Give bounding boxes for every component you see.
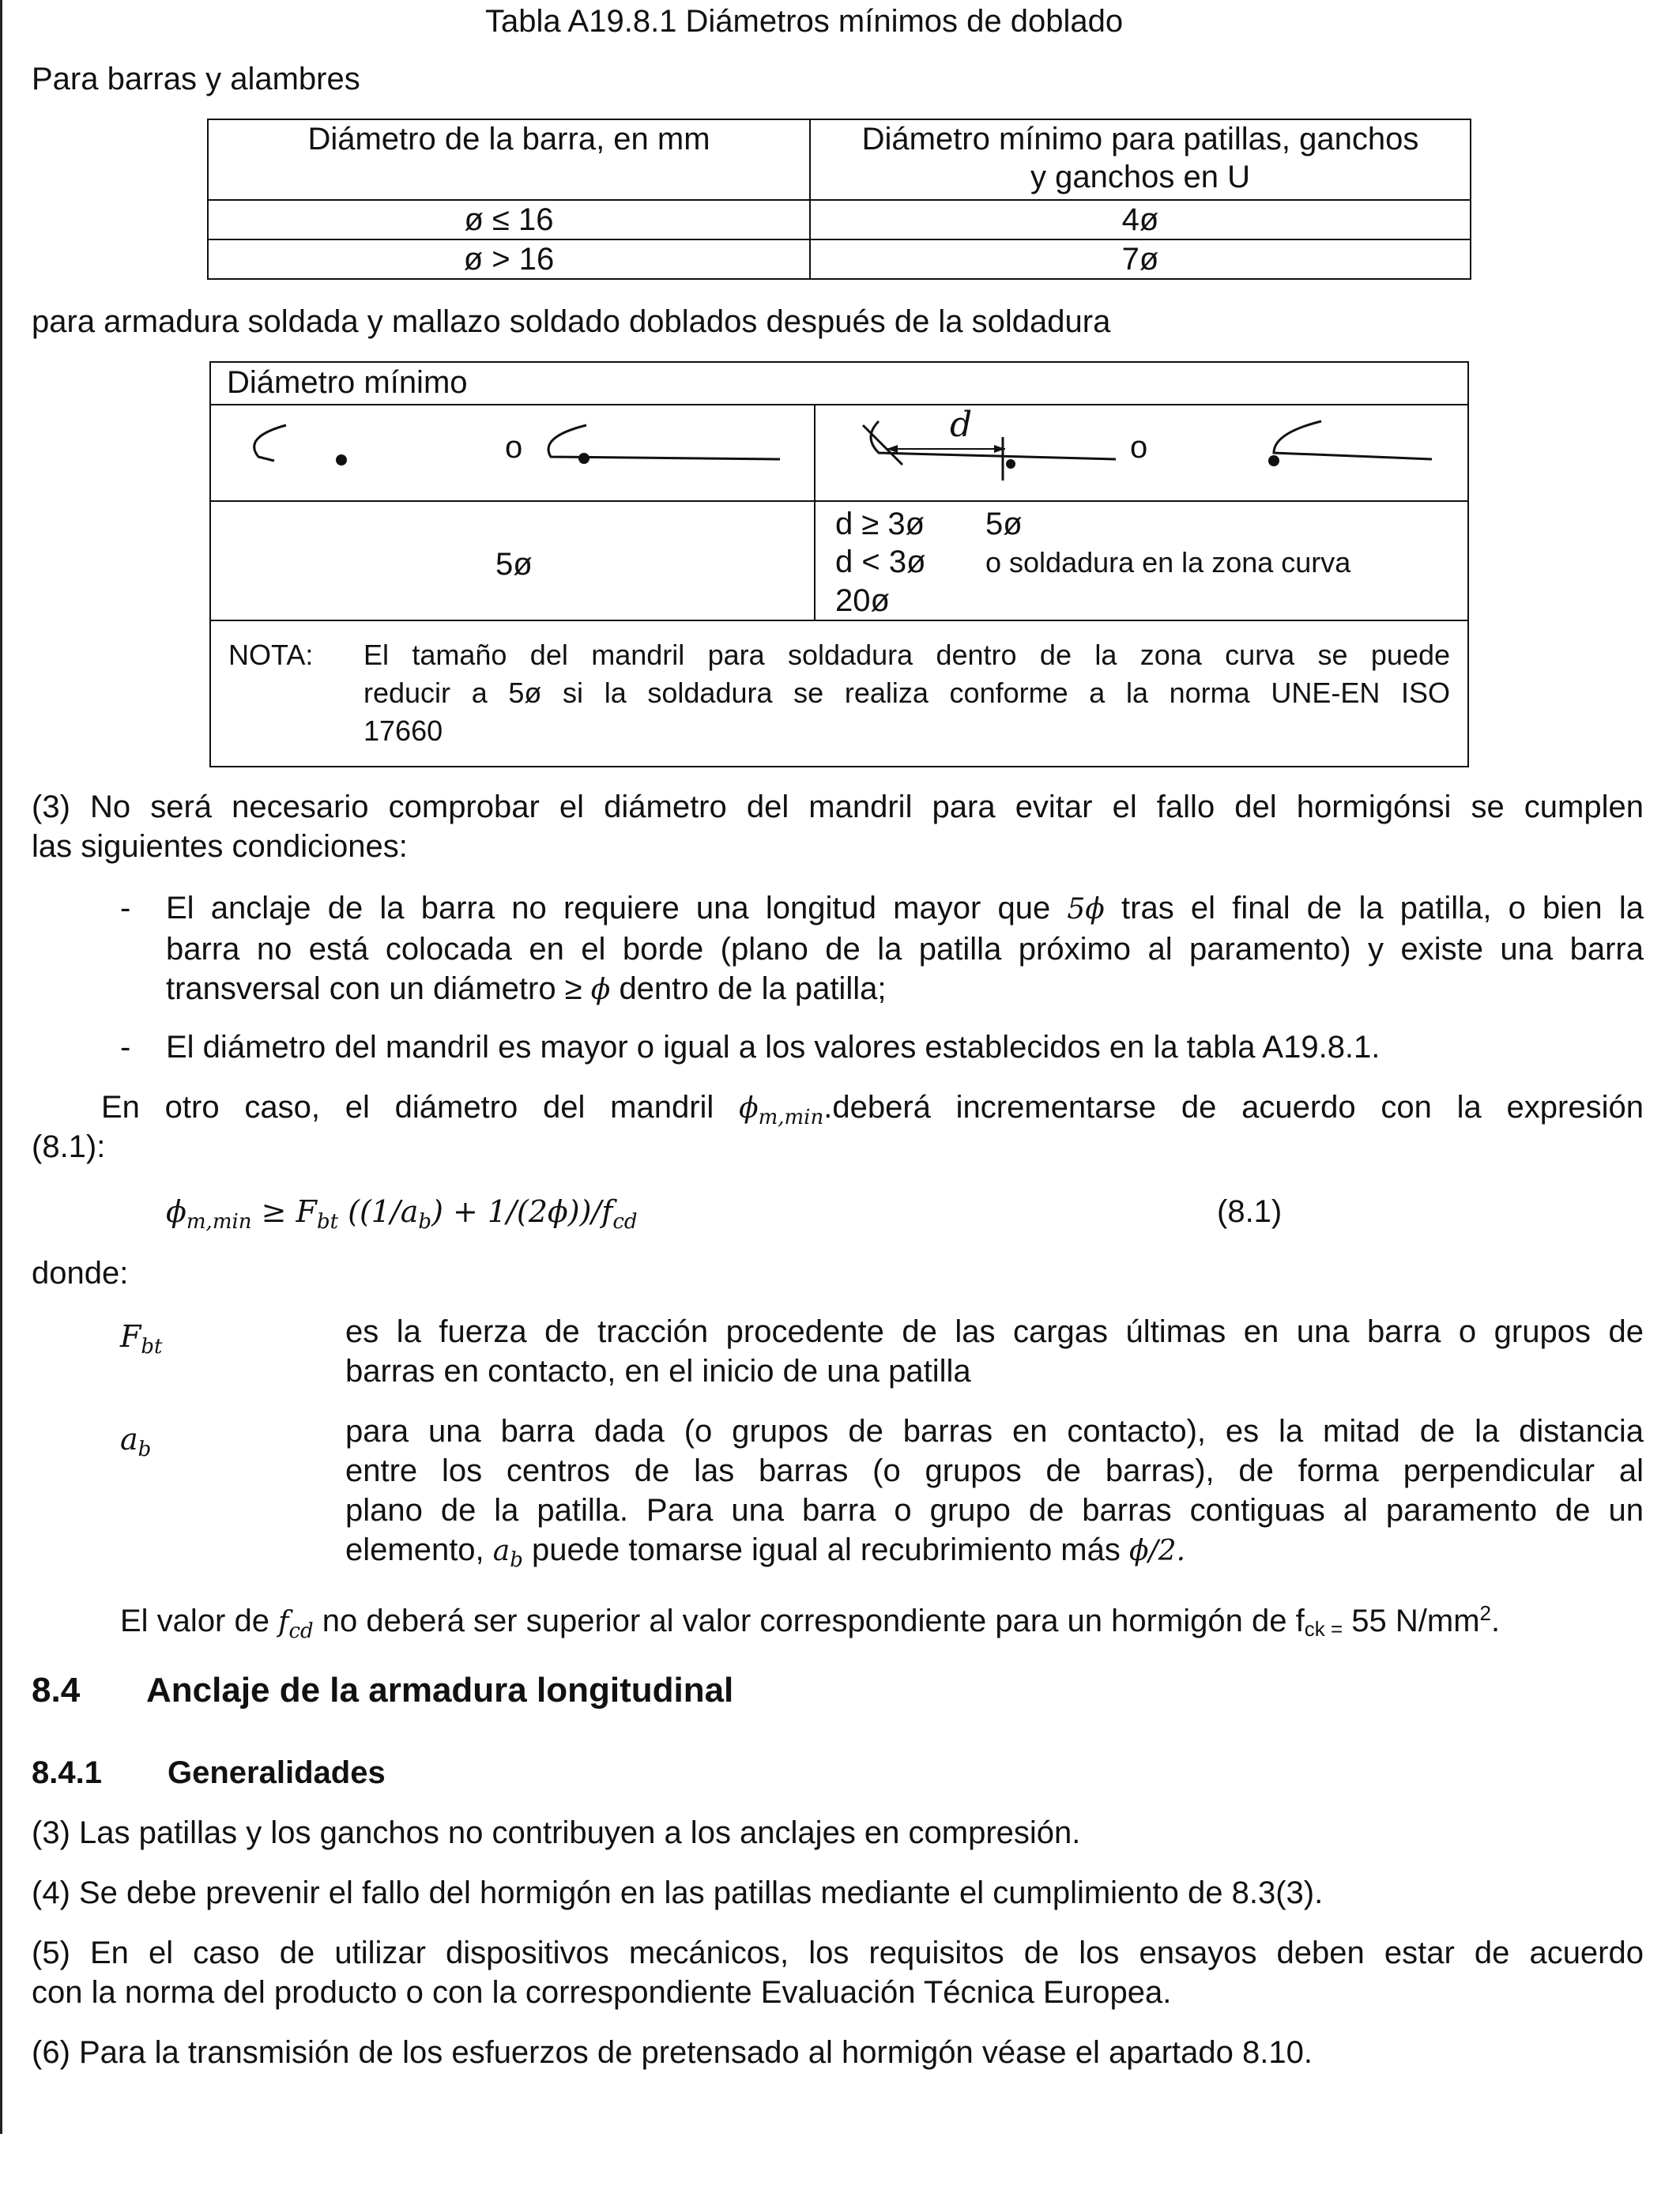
subscript: m,min — [758, 1106, 824, 1129]
table-header-cell: Diámetro de la barra, en mm — [208, 119, 810, 200]
bullet-dash: - — [120, 891, 131, 925]
symbol: a — [120, 1422, 138, 1457]
d-label: d — [950, 405, 973, 445]
subheading-title: Generalidades — [168, 1755, 386, 1790]
symbol: ((1/a — [348, 1194, 419, 1229]
text: transversal con un diámetro ≥ — [166, 971, 582, 1006]
bullet-item: El diámetro del mandril es mayor o igual a los valores establecidos en la tabla A19.8.1. — [166, 1030, 1381, 1065]
weld-dot — [1268, 455, 1279, 466]
value: 5ø — [985, 507, 1023, 541]
or-text: o — [1130, 430, 1148, 465]
left-value: 5ø — [495, 547, 533, 582]
symbol: ) + 1/(2ϕ))/f — [431, 1194, 613, 1229]
table-header-row — [208, 119, 1471, 200]
table-cell: ø ≤ 16 — [208, 200, 810, 239]
subscript: bt — [141, 1335, 163, 1359]
text-line: las siguientes condiciones: — [32, 829, 408, 864]
list-item — [32, 1933, 1644, 2012]
paragraph-3 — [32, 787, 1644, 866]
or-text: o — [505, 430, 523, 465]
header-line: y ganchos en U — [1030, 160, 1250, 194]
section-label-bars: Para barras y alambres — [32, 62, 360, 96]
crossing-bar — [863, 425, 902, 465]
list-item: (4) Se debe prevenir el fallo del hormigón en las patillas mediante el cumplimiento de 8.3(3). — [32, 1875, 1324, 1910]
text: . — [1491, 1604, 1501, 1638]
condition-row — [835, 543, 1350, 582]
text-line: (3) No será necesario comprobar el diámetro del mandril para evitar el fallo del hormigónsi se cumplen — [32, 790, 1644, 824]
text-line: (8.1): — [32, 1129, 106, 1164]
hook-curve — [1274, 421, 1432, 459]
table-header-cell — [810, 119, 1471, 200]
table-cell: 4ø — [810, 200, 1471, 239]
def-text — [345, 1412, 1644, 1580]
text: tras el final de la patilla, o bien la — [1121, 891, 1644, 925]
welded-bend-table — [209, 361, 1469, 767]
math-symbol: ϕ/2. — [1129, 1535, 1186, 1567]
table2-header: Diámetro mínimo — [227, 365, 468, 400]
donde-label: donde: — [32, 1256, 129, 1291]
text: 55 N/mm — [1343, 1604, 1480, 1638]
note-line: reducir a 5ø si la soldadura se realiza conforme a la norma UNE-EN ISO — [363, 677, 1450, 709]
list-item: (3) Las patillas y los ganchos no contribuyen a los anclajes en compresión. — [32, 1815, 1081, 1850]
subscript: b — [137, 1438, 152, 1461]
text: El anclaje de la barra no requiere una longitud mayor que — [166, 891, 1051, 925]
condition-row — [835, 505, 1350, 543]
superscript: 2 — [1479, 1601, 1491, 1625]
text-line: plano de la patilla. Para una barra o grupo de barras contiguas al paramento de un — [345, 1493, 1644, 1528]
text: .deberá incrementarse de acuerdo con la expresión — [823, 1090, 1644, 1125]
subscript: ck = — [1304, 1617, 1343, 1641]
page-left-edge — [0, 0, 2, 2134]
symbol: ϕ — [739, 1092, 759, 1125]
bullet-dash: - — [120, 1030, 131, 1065]
weld-dot — [336, 454, 347, 466]
subheading-number: 8.4.1 — [32, 1755, 102, 1790]
def-symbol — [120, 1419, 151, 1469]
note-text — [363, 636, 1450, 750]
hook-curve — [254, 425, 286, 461]
text-line — [166, 888, 1644, 929]
bend-diameter-table — [207, 119, 1471, 280]
hook-curve — [871, 421, 1116, 459]
table-title: Tabla A19.8.1 Diámetros mínimos de doblado — [485, 4, 1124, 39]
text-line: con la norma del producto o con la correspondiente Evaluación Técnica Europea. — [32, 1975, 1172, 2010]
math-symbol: ϕ — [590, 974, 611, 1006]
bullet-item — [166, 888, 1644, 1010]
condition-row — [835, 582, 1350, 620]
text-line: para una barra dada (o grupos de barras en contacto), es la mitad de la distancia — [345, 1414, 1644, 1449]
math-symbol — [739, 1092, 824, 1129]
condition: d ≥ 3ø — [835, 507, 925, 541]
table-cell: ø > 16 — [208, 239, 810, 279]
header-line: Diámetro mínimo para patillas, ganchos — [861, 122, 1419, 156]
subscript: bt — [316, 1210, 339, 1234]
weld-dot — [1006, 459, 1015, 469]
subscript: cd — [288, 1619, 314, 1643]
text: En otro caso, el diámetro del mandril — [101, 1090, 714, 1125]
right-values — [835, 505, 1350, 620]
text-line — [345, 1530, 1644, 1580]
heading-number: 8.4 — [32, 1671, 81, 1710]
text-line: entre los centros de las barras (o grupos de barras), de forma perpendicular al — [345, 1453, 1644, 1488]
divider — [211, 500, 1467, 502]
subscript: cd — [612, 1210, 638, 1234]
note-line: 17660 — [363, 714, 443, 747]
symbol: a — [492, 1535, 510, 1567]
text-line: barra no está colocada en el borde (plano de la patilla próximo al paramento) y existe una barra — [166, 932, 1644, 967]
subscript: b — [418, 1210, 432, 1234]
text: puede tomarse igual al recubrimiento más — [532, 1532, 1121, 1567]
symbol: F — [120, 1319, 141, 1354]
condition: 20ø — [835, 583, 890, 618]
table-row — [208, 200, 1471, 239]
text-line — [166, 969, 1644, 1010]
math-symbol — [278, 1606, 314, 1643]
text-line: barras en contacto, en el inicio de una patilla — [345, 1354, 971, 1389]
subscript: b — [510, 1548, 523, 1572]
section-label-welded: para armadura soldada y mallazo soldado doblados después de la soldadura — [32, 304, 1111, 339]
text: El valor de — [120, 1604, 269, 1638]
condition: d < 3ø — [835, 545, 926, 579]
fcd-limit-line — [120, 1593, 1500, 1651]
text: dentro de la patilla; — [619, 971, 887, 1006]
text: no deberá ser superior al valor correspondiente para un hormigón de f — [322, 1604, 1305, 1638]
equation-8-1 — [166, 1192, 638, 1242]
text-line — [101, 1088, 1644, 1137]
note-label: NOTA: — [228, 639, 314, 671]
text-line: (5) En el caso de utilizar dispositivos mecánicos, los requisitos de los ensayos deben estar de acuerdo — [32, 1936, 1644, 1970]
value: o soldadura en la zona curva — [985, 546, 1351, 579]
math-symbol — [492, 1535, 523, 1572]
symbol: ϕ — [166, 1194, 186, 1229]
text-line: es la fuerza de tracción procedente de las cargas últimas en una barra o grupos de — [345, 1314, 1644, 1349]
table-row — [208, 239, 1471, 279]
symbol: ≥ F — [261, 1194, 317, 1229]
math-symbol: 5ϕ — [1067, 893, 1105, 925]
equation-number: (8.1) — [1217, 1194, 1283, 1229]
table-cell: 7ø — [810, 239, 1471, 279]
list-item: (6) Para la transmisión de los esfuerzos de pretensado al hormigón véase el apartado 8.10. — [32, 2035, 1313, 2070]
divider — [211, 620, 1467, 621]
heading-title: Anclaje de la armadura longitudinal — [146, 1671, 734, 1710]
def-symbol — [120, 1317, 162, 1367]
subscript: m,min — [186, 1210, 252, 1234]
note-line: El tamaño del mandril para soldadura dentro de la zona curva se puede — [363, 639, 1450, 671]
text: elemento, — [345, 1532, 484, 1567]
symbol: f — [278, 1606, 289, 1638]
def-text — [345, 1312, 1644, 1391]
weld-dot — [578, 453, 590, 464]
otro-caso-line — [101, 1088, 1644, 1137]
